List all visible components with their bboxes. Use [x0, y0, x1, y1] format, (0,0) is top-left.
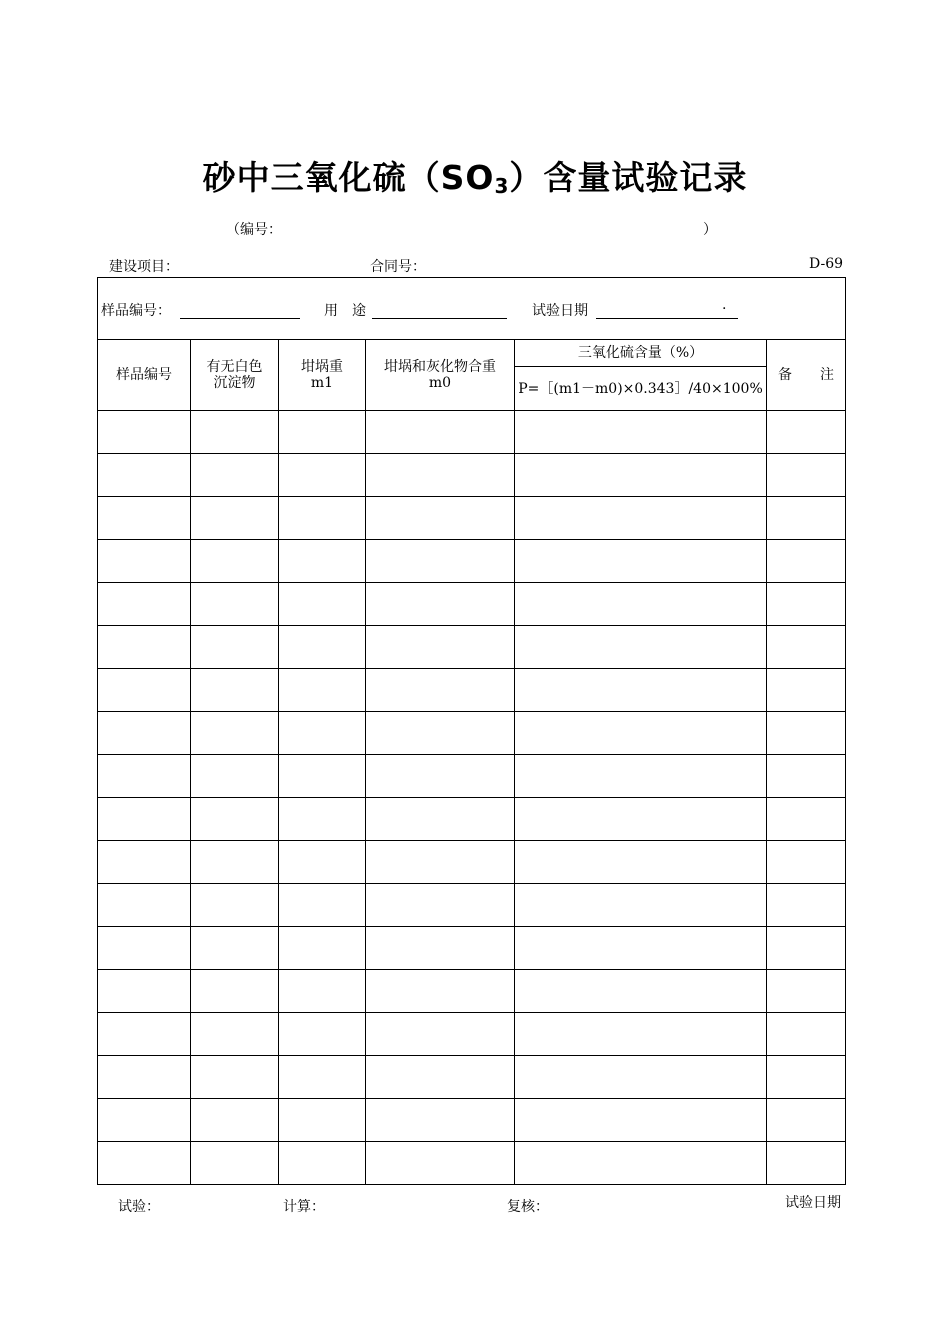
- table-cell[interactable]: [366, 841, 515, 884]
- table-cell[interactable]: [767, 583, 846, 626]
- table-cell[interactable]: [767, 841, 846, 884]
- table-cell[interactable]: [279, 798, 366, 841]
- table-cell[interactable]: [98, 712, 191, 755]
- table-cell[interactable]: [515, 497, 767, 540]
- col-header-so3-content: 三氧化硫含量（%）: [515, 340, 767, 367]
- table-cell[interactable]: [191, 669, 279, 712]
- table-cell[interactable]: [279, 497, 366, 540]
- table-cell[interactable]: [366, 626, 515, 669]
- project-label: 建设项目：: [109, 259, 179, 275]
- table-cell[interactable]: [98, 583, 191, 626]
- table-cell[interactable]: [515, 583, 767, 626]
- table-row: [98, 884, 846, 927]
- col-header-precipitate: 有无白色 沉淀物: [191, 340, 279, 411]
- table-cell[interactable]: [767, 626, 846, 669]
- table-cell[interactable]: [279, 626, 366, 669]
- table-cell[interactable]: [191, 583, 279, 626]
- table-cell[interactable]: [98, 884, 191, 927]
- table-cell[interactable]: [98, 626, 191, 669]
- table-cell[interactable]: [279, 712, 366, 755]
- table-cell[interactable]: [366, 454, 515, 497]
- table-cell[interactable]: [279, 884, 366, 927]
- table-cell[interactable]: [279, 1142, 366, 1185]
- table-cell[interactable]: [191, 497, 279, 540]
- table-cell[interactable]: [98, 669, 191, 712]
- table-cell[interactable]: [279, 1056, 366, 1099]
- table-cell[interactable]: [279, 583, 366, 626]
- table-row: [98, 1142, 846, 1185]
- table-cell[interactable]: [515, 712, 767, 755]
- table-cell[interactable]: [767, 927, 846, 970]
- table-row: [98, 583, 846, 626]
- serial-number-close: ）: [703, 222, 717, 238]
- table-cell[interactable]: [366, 798, 515, 841]
- table-cell[interactable]: [767, 497, 846, 540]
- table-row: [98, 497, 846, 540]
- table-cell[interactable]: [98, 1056, 191, 1099]
- table-cell[interactable]: [767, 1142, 846, 1185]
- table-cell[interactable]: [515, 626, 767, 669]
- footer-test-label: 试验：: [118, 1199, 160, 1215]
- table-cell[interactable]: [767, 970, 846, 1013]
- table-cell[interactable]: [98, 411, 191, 454]
- table-cell[interactable]: [515, 1142, 767, 1185]
- table-row: [98, 712, 846, 755]
- table-cell[interactable]: [98, 1099, 191, 1142]
- sample-no-field[interactable]: [180, 300, 300, 319]
- table-row: [98, 1013, 846, 1056]
- table-cell[interactable]: [191, 1056, 279, 1099]
- table-cell[interactable]: [515, 1056, 767, 1099]
- sample-no-label: 样品编号：: [101, 303, 171, 319]
- table-row: [98, 798, 846, 841]
- table-cell[interactable]: [98, 1142, 191, 1185]
- table-cell[interactable]: [279, 927, 366, 970]
- table-row: [98, 540, 846, 583]
- table-cell[interactable]: [366, 497, 515, 540]
- table-cell[interactable]: [98, 454, 191, 497]
- table-cell[interactable]: [191, 454, 279, 497]
- table-cell[interactable]: [366, 970, 515, 1013]
- table-cell[interactable]: [191, 841, 279, 884]
- table-cell[interactable]: [366, 583, 515, 626]
- table-cell[interactable]: [767, 1056, 846, 1099]
- test-date-dot: .: [722, 297, 727, 313]
- table-cell[interactable]: [98, 755, 191, 798]
- table-cell[interactable]: [98, 540, 191, 583]
- contract-label: 合同号：: [370, 259, 426, 275]
- table-cell[interactable]: [515, 755, 767, 798]
- table-cell[interactable]: [191, 540, 279, 583]
- table-cell[interactable]: [767, 712, 846, 755]
- table-cell[interactable]: [98, 798, 191, 841]
- table-cell[interactable]: [191, 626, 279, 669]
- page-title: 砂中三氧化硫$(SO_3)$含量试验记录: [202, 158, 748, 198]
- col-header-sample: 样品编号: [98, 340, 191, 411]
- table-cell[interactable]: [767, 1013, 846, 1056]
- table-cell[interactable]: [366, 755, 515, 798]
- table-cell[interactable]: [98, 927, 191, 970]
- table-row: [98, 755, 846, 798]
- table-cell[interactable]: [191, 411, 279, 454]
- table-cell[interactable]: [191, 1099, 279, 1142]
- footer-calc-label: 计算：: [283, 1199, 325, 1215]
- table-cell[interactable]: [767, 755, 846, 798]
- table-cell[interactable]: [98, 841, 191, 884]
- test-date-field[interactable]: [596, 300, 738, 319]
- table-cell[interactable]: [767, 884, 846, 927]
- table-cell[interactable]: [767, 454, 846, 497]
- table-cell[interactable]: [366, 712, 515, 755]
- col-header-crucible-weight: 坩埚重 m1: [279, 340, 366, 411]
- table-cell[interactable]: [515, 884, 767, 927]
- table-cell[interactable]: [767, 411, 846, 454]
- table-cell[interactable]: [279, 411, 366, 454]
- form-code: D-69: [809, 256, 844, 272]
- table-cell[interactable]: [98, 497, 191, 540]
- table-row: [98, 841, 846, 884]
- table-row: [98, 970, 846, 1013]
- table-cell[interactable]: [767, 798, 846, 841]
- serial-number-label: （编号：: [226, 222, 282, 238]
- table-row: [98, 1056, 846, 1099]
- table-cell[interactable]: [515, 411, 767, 454]
- table-cell[interactable]: [767, 540, 846, 583]
- table-cell[interactable]: [515, 540, 767, 583]
- table-cell[interactable]: [191, 970, 279, 1013]
- table-cell[interactable]: [191, 1013, 279, 1056]
- col-header-formula: P=［(m1－m0)×0.343］/40×100%: [515, 367, 767, 411]
- table-row: [98, 669, 846, 712]
- table-cell[interactable]: [279, 454, 366, 497]
- table-cell[interactable]: [366, 1099, 515, 1142]
- table-cell[interactable]: [366, 927, 515, 970]
- table-cell[interactable]: [767, 669, 846, 712]
- table-cell[interactable]: [98, 970, 191, 1013]
- table-cell[interactable]: [191, 1142, 279, 1185]
- test-date-label: 试验日期: [532, 303, 588, 319]
- table-cell[interactable]: [366, 1142, 515, 1185]
- table-cell[interactable]: [366, 540, 515, 583]
- table-cell[interactable]: [279, 1013, 366, 1056]
- table-cell[interactable]: [279, 970, 366, 1013]
- table-cell[interactable]: [366, 411, 515, 454]
- usage-field[interactable]: [372, 300, 507, 319]
- table-cell[interactable]: [515, 841, 767, 884]
- table-row: [98, 454, 846, 497]
- usage-label: 用 途: [324, 303, 366, 319]
- table-row: [98, 411, 846, 454]
- table-cell[interactable]: [515, 669, 767, 712]
- table-cell[interactable]: [191, 798, 279, 841]
- table-cell[interactable]: [279, 755, 366, 798]
- table-cell[interactable]: [279, 1099, 366, 1142]
- table-cell[interactable]: [515, 1013, 767, 1056]
- table-row: [98, 626, 846, 669]
- table-cell[interactable]: [279, 841, 366, 884]
- col-header-remark: 备 注: [767, 340, 846, 411]
- table-cell[interactable]: [515, 970, 767, 1013]
- table-cell[interactable]: [366, 1056, 515, 1099]
- footer-review-label: 复核：: [507, 1199, 549, 1215]
- table-cell[interactable]: [515, 454, 767, 497]
- table-cell[interactable]: [191, 927, 279, 970]
- table-row: [98, 927, 846, 970]
- table-cell[interactable]: [515, 798, 767, 841]
- table-cell[interactable]: [515, 1099, 767, 1142]
- table-cell[interactable]: [366, 884, 515, 927]
- table-cell[interactable]: [98, 1013, 191, 1056]
- table-cell[interactable]: [279, 540, 366, 583]
- footer-date-label: 试验日期: [785, 1195, 841, 1211]
- table-cell[interactable]: [191, 755, 279, 798]
- table-cell[interactable]: [767, 1099, 846, 1142]
- table-cell[interactable]: [191, 712, 279, 755]
- table-cell[interactable]: [366, 1013, 515, 1056]
- data-table: [97, 339, 846, 1185]
- table-cell[interactable]: [279, 669, 366, 712]
- table-cell[interactable]: [366, 669, 515, 712]
- table-row: [98, 1099, 846, 1142]
- col-header-ash-weight: 坩埚和灰化物合重 m0: [366, 340, 515, 411]
- table-cell[interactable]: [515, 927, 767, 970]
- table-cell[interactable]: [191, 884, 279, 927]
